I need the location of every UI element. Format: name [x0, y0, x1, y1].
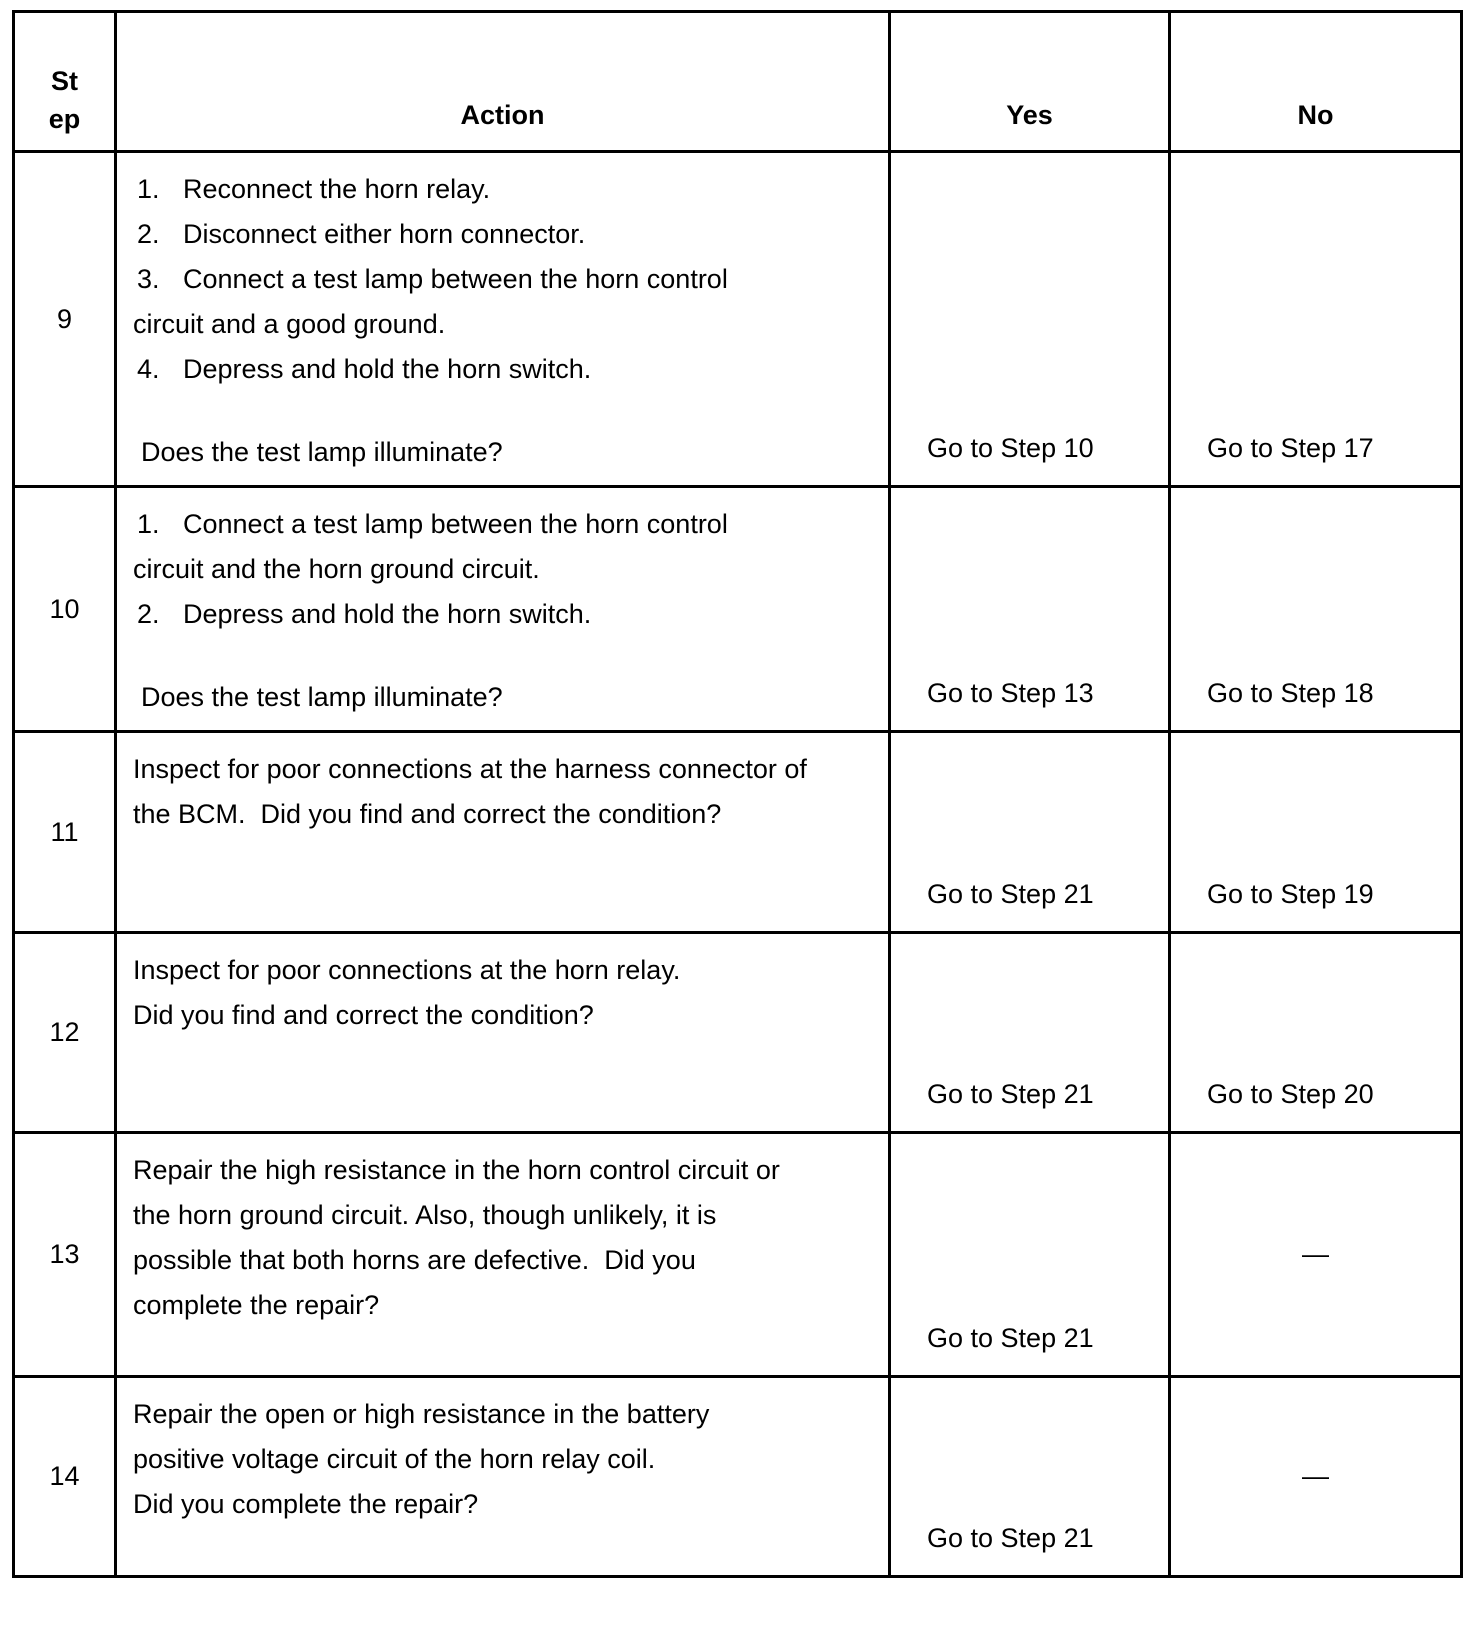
- action-text: Did you complete the repair?: [133, 1489, 479, 1519]
- action-line: [133, 547, 874, 592]
- action-cell: [116, 933, 890, 1133]
- action-text: Disconnect either horn connector.: [183, 219, 586, 249]
- no-result: Go to Step 20: [1170, 933, 1462, 1133]
- step-number: 9: [14, 152, 116, 487]
- action-question: Does the test lamp illuminate?: [141, 682, 503, 712]
- no-result: —: [1170, 1133, 1462, 1377]
- action-text: Depress and hold the horn switch.: [183, 354, 592, 384]
- diagnostic-table: [12, 10, 1463, 1578]
- action-question: Does the test lamp illuminate?: [141, 437, 503, 467]
- action-line: [133, 257, 874, 302]
- action-line: [133, 1392, 874, 1437]
- action-step-number: 1.: [137, 174, 160, 204]
- action-line: [133, 1283, 874, 1328]
- action-text: the BCM. Did you find and correct the condition?: [133, 799, 722, 829]
- table-header-row: [14, 12, 1462, 152]
- action-text: complete the repair?: [133, 1290, 380, 1320]
- action-cell: [116, 1377, 890, 1577]
- no-result: Go to Step 18: [1170, 487, 1462, 732]
- action-line: [133, 1437, 874, 1482]
- action-line: [133, 1482, 874, 1527]
- table-row: [14, 732, 1462, 933]
- action-line: [133, 747, 874, 792]
- no-result: Go to Step 19: [1170, 732, 1462, 933]
- action-cell: [116, 1133, 890, 1377]
- action-line: [133, 948, 874, 993]
- action-step-number: 2.: [137, 219, 160, 249]
- yes-result: Go to Step 10: [890, 152, 1170, 487]
- action-line: [133, 502, 874, 547]
- action-text: Inspect for poor connections at the harness connector of: [133, 754, 807, 784]
- step-number: 13: [14, 1133, 116, 1377]
- action-text: Connect a test lamp between the horn control: [183, 264, 728, 294]
- action-step-number: 2.: [137, 599, 160, 629]
- action-text: Connect a test lamp between the horn control: [183, 509, 728, 539]
- table-row: [14, 1133, 1462, 1377]
- action-text: positive voltage circuit of the horn relay coil.: [133, 1444, 656, 1474]
- action-line: [133, 792, 874, 837]
- action-cell: [116, 487, 890, 732]
- header-step: [14, 12, 116, 152]
- table-row: [14, 487, 1462, 732]
- yes-result: Go to Step 21: [890, 933, 1170, 1133]
- action-cell: [116, 732, 890, 933]
- step-number: 10: [14, 487, 116, 732]
- table-row: [14, 933, 1462, 1133]
- action-line: [133, 592, 874, 637]
- header-step-line2: ep: [48, 104, 81, 134]
- action-text: the horn ground circuit. Also, though unlikely, it is: [133, 1200, 717, 1230]
- action-text: possible that both horns are defective. Did you: [133, 1245, 696, 1275]
- action-step-number: 4.: [137, 354, 160, 384]
- step-number: 12: [14, 933, 116, 1133]
- table-row: [14, 1377, 1462, 1577]
- no-result: Go to Step 17: [1170, 152, 1462, 487]
- action-text: Did you find and correct the condition?: [133, 1000, 594, 1030]
- header-no: No: [1170, 12, 1462, 152]
- step-number: 14: [14, 1377, 116, 1577]
- yes-result: Go to Step 21: [890, 1377, 1170, 1577]
- step-number: 11: [14, 732, 116, 933]
- no-result: —: [1170, 1377, 1462, 1577]
- action-line: [133, 1238, 874, 1283]
- action-line: [133, 1193, 874, 1238]
- action-text: circuit and a good ground.: [133, 309, 446, 339]
- action-step-number: 3.: [137, 264, 160, 294]
- action-line: [133, 302, 874, 347]
- action-step-number: 1.: [137, 509, 160, 539]
- action-line: [133, 347, 874, 392]
- header-yes: Yes: [890, 12, 1170, 152]
- yes-result: Go to Step 21: [890, 732, 1170, 933]
- action-text: circuit and the horn ground circuit.: [133, 554, 540, 584]
- header-action: Action: [116, 12, 890, 152]
- action-text: Inspect for poor connections at the horn relay.: [133, 955, 681, 985]
- action-text: Repair the high resistance in the horn control circuit or: [133, 1155, 780, 1185]
- action-text: Repair the open or high resistance in the battery: [133, 1399, 710, 1429]
- action-text: Reconnect the horn relay.: [183, 174, 491, 204]
- table-row: [14, 152, 1462, 487]
- yes-result: Go to Step 21: [890, 1133, 1170, 1377]
- diagnostic-table-page: [12, 10, 1460, 1618]
- action-text: Depress and hold the horn switch.: [183, 599, 592, 629]
- header-step-line1: St: [51, 66, 78, 96]
- action-line: [133, 212, 874, 257]
- action-line: [133, 993, 874, 1038]
- action-cell: [116, 152, 890, 487]
- action-line: [133, 1148, 874, 1193]
- action-line: [133, 167, 874, 212]
- yes-result: Go to Step 13: [890, 487, 1170, 732]
